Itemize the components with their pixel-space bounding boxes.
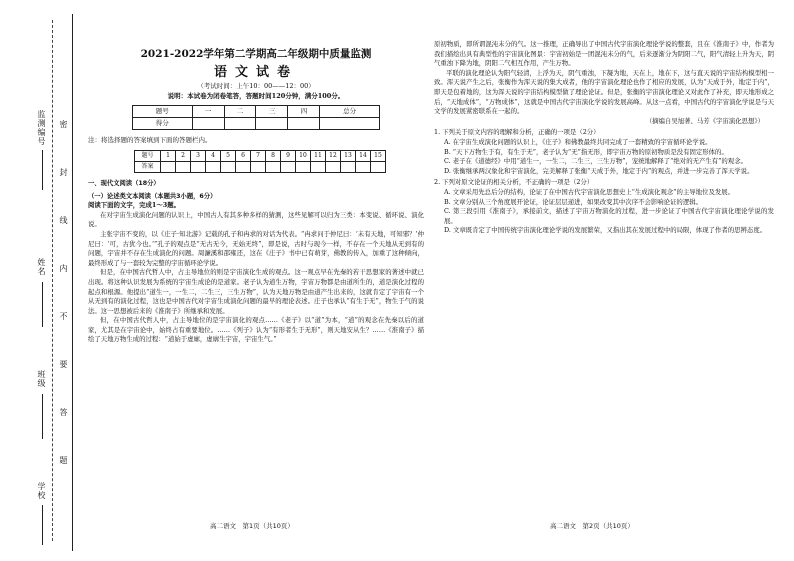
- score-label-cell: 得分: [133, 118, 193, 130]
- passage-paragraph: 原初物质，即所谓混沌未分的气。这一推理，正确导出了中国古代宇宙演化理论学说的整套，且在《淮南子》中，作者为我们描绘出具有典型性的宇宙演化图景：宇宙初始是一团混沌未分的气，后来逐渐分为阴阳二气，阳气清轻上升为天，阴气重浊下降为地，阴阳二气相互作用，产生万物。: [434, 40, 774, 68]
- option-b[interactable]: B. “天下万物生于有，有生于无”，老子认为“无”指无形，即宇宙万物的原初物质是没有固定形体的。: [444, 147, 728, 156]
- passage-source: （摘编自吴旭著、马芳《宇宙演化思想》）: [645, 116, 764, 125]
- school-label: 学校: [37, 482, 46, 500]
- answer-number-cell: 9: [281, 150, 296, 161]
- page-footer-right: 高二语文 第2页（共10页）: [550, 522, 634, 530]
- score-table: [132, 105, 380, 130]
- score-header-cell: 一: [192, 106, 224, 118]
- seal-char: 答: [59, 408, 68, 416]
- answer-number-cell: 7: [251, 150, 266, 161]
- score-input-cell[interactable]: [192, 118, 224, 130]
- option-d[interactable]: D. 张衡继承两汉象化和宇宙演化，完美解释了张衡“天成于外，地定于内”的观点，并进一步完善了浑天学说。: [444, 166, 754, 175]
- answer-header-cell: 题号: [135, 150, 161, 161]
- question-stem: 1. 下列关于原文内容的理解和分析，正确的一项是（2分）: [434, 128, 600, 137]
- class-field[interactable]: [42, 394, 54, 439]
- answer-input-cell[interactable]: [326, 161, 341, 172]
- answer-number-cell: 10: [296, 150, 311, 161]
- option-b[interactable]: B. 文章分别从三个角度展开论证，论证层层递进，如果改变其中次序不会影响论证的逻辑。: [444, 197, 702, 206]
- score-header-cell: 总分: [320, 106, 380, 118]
- seal-char: 密: [59, 120, 68, 128]
- section-heading: 一、现代文阅读（18分）: [88, 179, 160, 187]
- answer-input-cell[interactable]: [191, 161, 206, 172]
- passage-paragraph: 主张宇宙不变的，以《庄子·知北游》记载的孔子和冉求的对话为代表。“冉求问于仲尼曰：‘未有天地，可知邪？’仲尼曰：‘可，古犹今也。’”孔子的观点是“无古无今，无始无终”，即是说，古时与现今一样，不存在一个天地从无到有的问题，宇宙并不存在生成演化的问题。周濂溪和邵雍还，这在《庄子》书中已有萌芽，佛教的传入，加重了这种倾向，最终形成了与一套较为完整的宇宙循环论学说。: [88, 229, 424, 267]
- seal-char: 不: [59, 312, 68, 320]
- answer-tip: 注：将选择题的答案填到下面的答题栏内。: [88, 136, 212, 145]
- answer-number-cell: 6: [236, 150, 251, 161]
- binding-margin: [0, 0, 80, 561]
- score-header-cell: 四: [288, 106, 320, 118]
- answer-number-cell: 5: [221, 150, 236, 161]
- name-label: 姓名: [37, 258, 46, 276]
- score-header-cell: 三: [256, 106, 288, 118]
- answer-input-cell[interactable]: [176, 161, 191, 172]
- name-field[interactable]: [42, 282, 54, 327]
- exam-instructions: 说明：本试卷为闭卷笔答，答题时间120分钟，满分100分。: [167, 91, 345, 100]
- answer-number-cell: 4: [206, 150, 221, 161]
- score-input-cell[interactable]: [256, 118, 288, 130]
- score-input-cell[interactable]: [288, 118, 320, 130]
- seal-char: 内: [59, 264, 68, 272]
- option-d[interactable]: D. 文章既肯定了中国传统宇宙演化理论学说的发展繁荣，又指出其在发展过程中的局限，体现了作者的思辨态度。: [444, 226, 767, 235]
- subject-title: 语文试卷: [213, 64, 298, 80]
- passage-paragraph: 在对宇宙生成演化问题的认识上，中国古人有其多种多样的猜测，这些见解可以归为三类：本变说、循环说、演化说。: [88, 210, 424, 229]
- answer-input-cell[interactable]: [356, 161, 371, 172]
- option-a[interactable]: A. 文章采用先总后分的结构，论证了在中国古代宇宙演化思想史上“生成演化观念”的主导地位及发展。: [444, 187, 735, 196]
- answer-input-cell[interactable]: [266, 161, 281, 172]
- answer-input-cell[interactable]: [251, 161, 266, 172]
- answer-number-cell: 1: [161, 150, 176, 161]
- answer-number-cell: 12: [326, 150, 341, 161]
- exam-title: 2021-2022学年第二学期高二年级期中质量监测: [140, 48, 372, 60]
- score-input-cell[interactable]: [224, 118, 256, 130]
- seal-char: 题: [59, 456, 68, 464]
- answer-input-cell[interactable]: [371, 161, 386, 172]
- answer-input-cell[interactable]: [296, 161, 311, 172]
- right-column: [434, 40, 774, 236]
- passage-paragraph: 但是，在中国古代哲人中，占主导地位的则是宇宙演化生成的观点。这一观点早在先秦的若干思想家的著述中就已出现。将这种认识发展为系统的宇宙生成论的是道家。老子认为道生万物，宇宙万物都是由道所生的，道是演化过程的起点和根源。他提出“道生一，一生二，二生三，三生万物”，认为天地万物是由道产生出来的，这就肯定了宇宙有一个从无到有的演化过程，这也是中国古代对宇宙生成演化问题的最早的理论表述。庄子也承认“有生于无”，物生于气的说法。这一思想被后来的《淮南子》所继承和发展。: [88, 268, 424, 315]
- answer-number-cell: 11: [311, 150, 326, 161]
- option-a[interactable]: A. 在宇宙生成演化问题的认识上，《庄子》和佛教最终共同完成了一套精致的宇宙循环论学说。: [444, 137, 712, 146]
- page-footer-left: 高二语文 第1页（共10页）: [210, 522, 294, 530]
- answer-number-cell: 3: [191, 150, 206, 161]
- score-header-cell: 题号: [133, 106, 193, 118]
- question-stem: 2. 下列对原文论证的相关分析，不正确的一项是（2分）: [434, 178, 594, 187]
- answer-table: [134, 150, 386, 173]
- answer-input-cell[interactable]: [341, 161, 356, 172]
- cut-line: [52, 20, 53, 541]
- class-label: 班级: [37, 370, 46, 388]
- answer-number-cell: 2: [176, 150, 191, 161]
- answer-input-cell[interactable]: [161, 161, 176, 172]
- option-c[interactable]: C. 老子在《道德经》中用“道生一，一生二，二生三，三生万物”，宠统地解释了“绝对的无产生有”的观念。: [444, 157, 747, 166]
- answer-input-cell[interactable]: [221, 161, 236, 172]
- answer-input-cell[interactable]: [311, 161, 326, 172]
- answer-label-cell: 答案: [135, 161, 161, 172]
- school-field[interactable]: [42, 505, 54, 545]
- exam-number-field[interactable]: [42, 150, 54, 190]
- exam-number-label: 监测编号: [37, 110, 46, 146]
- subsection-heading: （一）论述类文本阅读（本题共3小题，6分）: [88, 192, 217, 200]
- answer-input-cell[interactable]: [206, 161, 221, 172]
- score-header-cell: 二: [224, 106, 256, 118]
- passage-paragraph: 平联的演化理论认为阳气轻清，上浮为天，阴气重浊，下凝为地，天在上，地在下，这与直天说的宇宙结构模型相一致。浑天说产生之后，张衡作为浑天说的集大成者，他的宇宙演化理论也作了相应的发展，认为“天成于外，地定于内”，即天是包着地的，这为浑天说的宇宙结构模型做了理论论证。但是，张衡的宇宙演化理论又对此作了补充，即天地形成之后，“天地成体”，“万物成体”，这就是中国古代宇宙演化学说的发展高峰。从这一点看，中国古代的宇宙演化学说是与天文学的发展紧密联系在一起的。: [434, 68, 774, 116]
- answer-input-cell[interactable]: [236, 161, 251, 172]
- reading-instruction: 阅读下面的文字，完成1～3题。: [88, 201, 180, 210]
- passage-paragraph: 但，在中国古代哲人中，占主导地位的是宇宙演化的观点……《老子》以“道”为本，“道”的观念在先秦以后的道家，尤其是在宇宙论中，始终占有重要地位。……《列子》认为“有形者生于无形”，则天地安从生？……《淮南子》描绘了天地万物生成的过程：“道始于虚廓，虚廓生宇宙，宇宙生气。”: [88, 316, 424, 344]
- answer-number-cell: 8: [266, 150, 281, 161]
- answer-input-cell[interactable]: [281, 161, 296, 172]
- left-column: [88, 22, 424, 345]
- answer-number-cell: 14: [356, 150, 371, 161]
- seal-char: 要: [59, 360, 68, 368]
- seal-char: 封: [59, 168, 68, 176]
- option-c[interactable]: C. 第三段引用《淮南子》，承接前文，描述了宇宙万物演化的过程，进一步论证了中国古代宇宙演化理论学说的发展。: [444, 207, 774, 225]
- answer-number-cell: 13: [341, 150, 356, 161]
- page-edge-line: [72, 14, 73, 551]
- seal-char: 线: [59, 216, 68, 224]
- exam-time: （考试时间：上午10：00——12：00）: [197, 82, 315, 91]
- score-input-cell[interactable]: [320, 118, 380, 130]
- answer-number-cell: 15: [371, 150, 386, 161]
